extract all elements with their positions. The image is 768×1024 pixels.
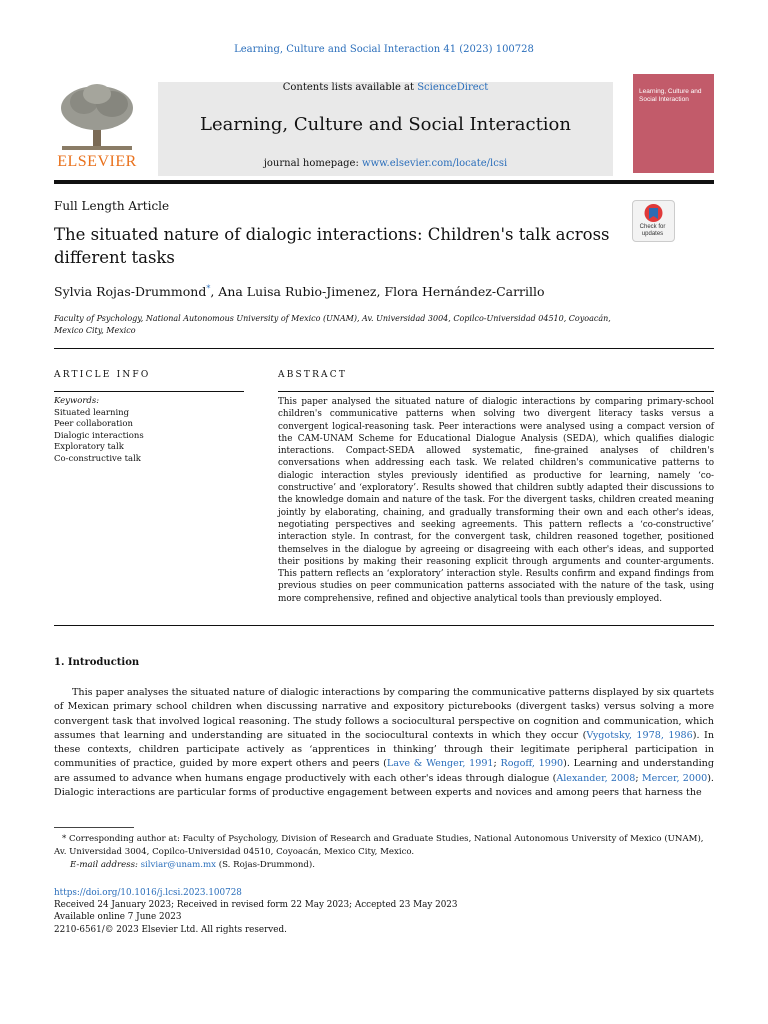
reference-link[interactable]: Lave & Wenger, 1991 bbox=[386, 758, 494, 770]
journal-citation[interactable]: Learning, Culture and Social Interaction 41 (2023) 100728 bbox=[234, 44, 534, 55]
abstract-end-divider bbox=[54, 625, 714, 626]
keyword-item: Situated learning bbox=[54, 407, 130, 418]
introduction-paragraph bbox=[54, 686, 714, 800]
contents-line bbox=[158, 82, 613, 93]
abstract-text: This paper analysed the situated nature of dialogic interactions by comparing primary-school children's communicative patterns when solving two divergent literacy tasks versus a convergent logical-reasoning task. Peer interactions were analysed using a compact version of the CAM-UNAM Scheme for Educational Dialogue Analysis (SEDA), which qualifies dialogic interactions. Compact-SEDA allowed systematic, fine-grained analyses of children's conversations when addressing each task. We related children's communicative patterns to dialogic interaction styles previously identified as productive for learning, namely ‘co-constructive’ and ‘exploratory’. Results showed that children subtly adapted their discussions to the knowledge domain and nature of the task. For the divergent tasks, children created meaning jointly by elaborating, chaining, and gradually transforming their own and each other's ideas, negotiating perspectives and seeking agreements. This pattern reflects a ‘co-constructive’ interaction style. In contrast, for the convergent task, children reasoned together, positioned themselves in the dialogue by agreeing or disagreeing with each other's ideas, and supported their positions by making their reasoning explicit through arguments and counter-arguments. This pattern reflects an ‘exploratory’ interaction style. Results confirm and expand findings from previous studies on peer communication patterns associated with the nature of the task, using more comprehensive, refined and objective analytical tools than previously employed. bbox=[278, 397, 714, 604]
corresponding-author-footnote bbox=[54, 833, 714, 872]
homepage-link[interactable]: www.elsevier.com/locate/lcsi bbox=[362, 158, 508, 169]
header-divider bbox=[54, 180, 714, 184]
copyright-notice: 2210-6561/© 2023 Elsevier Ltd. All rights reserved. bbox=[54, 924, 287, 935]
author-list bbox=[54, 284, 545, 299]
coauthor-names: , Ana Luisa Rubio-Jimenez, Flora Hernández-Carrillo bbox=[210, 284, 545, 300]
affiliation: Faculty of Psychology, National Autonomous University of Mexico (UNAM), Av. Universidad 3004, Copilco-Universidad 04510, Coyoacán, Mexico City, Mexico bbox=[54, 314, 611, 335]
article-info-divider bbox=[54, 391, 244, 392]
article-info-heading: ARTICLE INFO bbox=[54, 370, 151, 380]
email-label: E-mail address: bbox=[70, 860, 138, 870]
author-name: Sylvia Rojas-Drummond bbox=[54, 284, 207, 300]
intro-text-part: ). In these contexts, children participate actively as ‘apprentices in thinking’ through their legitimate peripheral participation in communities of practice, guided by more expert others and peers ( bbox=[54, 729, 714, 770]
intro-text-part: ). Learning and understanding are assumed to advance when humans engage productively with each other's ideas through dialogue ( bbox=[54, 758, 715, 784]
section-heading-introduction: 1. Introduction bbox=[54, 657, 140, 668]
reference-link[interactable]: Mercer, 2000 bbox=[641, 772, 708, 784]
journal-title: Learning, Culture and Social Interaction bbox=[200, 114, 571, 135]
keyword-item: Exploratory talk bbox=[54, 442, 124, 453]
ref-separator: ; bbox=[635, 772, 642, 784]
intro-text-part: ). Dialogic interactions are particular forms of productive engagement between experts and novices and among peers that harness the bbox=[54, 772, 714, 799]
email-owner: (S. Rojas-Drummond). bbox=[216, 860, 316, 870]
keyword-item: Co-constructive talk bbox=[54, 453, 141, 464]
reference-link[interactable]: Rogoff, 1990 bbox=[500, 758, 564, 770]
available-online: Available online 7 June 2023 bbox=[54, 912, 182, 923]
corresponding-author-mark[interactable]: * bbox=[206, 284, 211, 293]
homepage-line bbox=[158, 158, 613, 169]
ref-separator: ; bbox=[493, 758, 501, 770]
doi-link[interactable]: https://doi.org/10.1016/j.lcsi.2023.100728 bbox=[54, 888, 242, 898]
reference-link[interactable]: Alexander, 2008 bbox=[556, 772, 636, 784]
publication-info bbox=[54, 887, 714, 936]
bookmark-icon bbox=[633, 201, 674, 225]
tree-icon bbox=[54, 82, 140, 152]
email-link[interactable]: silviar@unam.mx bbox=[140, 860, 217, 870]
abstract-heading: ABSTRACT bbox=[278, 370, 348, 380]
keywords-label: Keywords: bbox=[54, 396, 100, 406]
sciencedirect-link[interactable]: ScienceDirect bbox=[417, 82, 489, 93]
keywords-block bbox=[54, 396, 244, 466]
abstract-divider bbox=[278, 391, 714, 392]
intro-text-part: This paper analyses the situated nature of dialogic interactions by comparing the communicative patterns displayed by six quartets of Mexican primary school children when discussing narrative and expository picturebooks (divergent tasks) versus solving a more convergent task that involved logical reasoning. The study follows a sociocultural perspective on cognition and communication, which assumes that learning and understanding are situated in the sociocultural contexts in which they occur ( bbox=[54, 687, 714, 741]
keyword-item: Peer collaboration bbox=[54, 419, 133, 430]
article-type: Full Length Article bbox=[54, 199, 170, 213]
homepage-prefix: journal homepage: bbox=[263, 158, 363, 169]
contents-prefix: Contents lists available at bbox=[282, 82, 418, 93]
meta-divider bbox=[54, 348, 714, 349]
publisher-logo-text: ELSEVIER bbox=[57, 153, 137, 170]
check-for-updates-label: Check for updates bbox=[639, 224, 666, 237]
footnote-divider bbox=[54, 827, 134, 828]
footnote-text: Corresponding author at: Faculty of Psychology, Division of Research and Graduate Studies, National Autonomous University of Mexico (UNAM), Av. Universidad 3004, Copilco-Universidad 04510, Coyoacán, Mexico City, Mexico. bbox=[54, 834, 704, 857]
keyword-item: Dialogic interactions bbox=[54, 430, 144, 441]
cover-title: Learning, Culture and Social Interaction bbox=[639, 88, 702, 103]
article-title: The situated nature of dialogic interactions: Children's talk across different tasks bbox=[54, 225, 610, 267]
footnote-mark: * bbox=[62, 834, 67, 844]
reference-link[interactable]: Vygotsky, 1978, 1986 bbox=[586, 729, 693, 741]
received-dates: Received 24 January 2023; Received in revised form 22 May 2023; Accepted 23 May 2023 bbox=[54, 900, 458, 911]
